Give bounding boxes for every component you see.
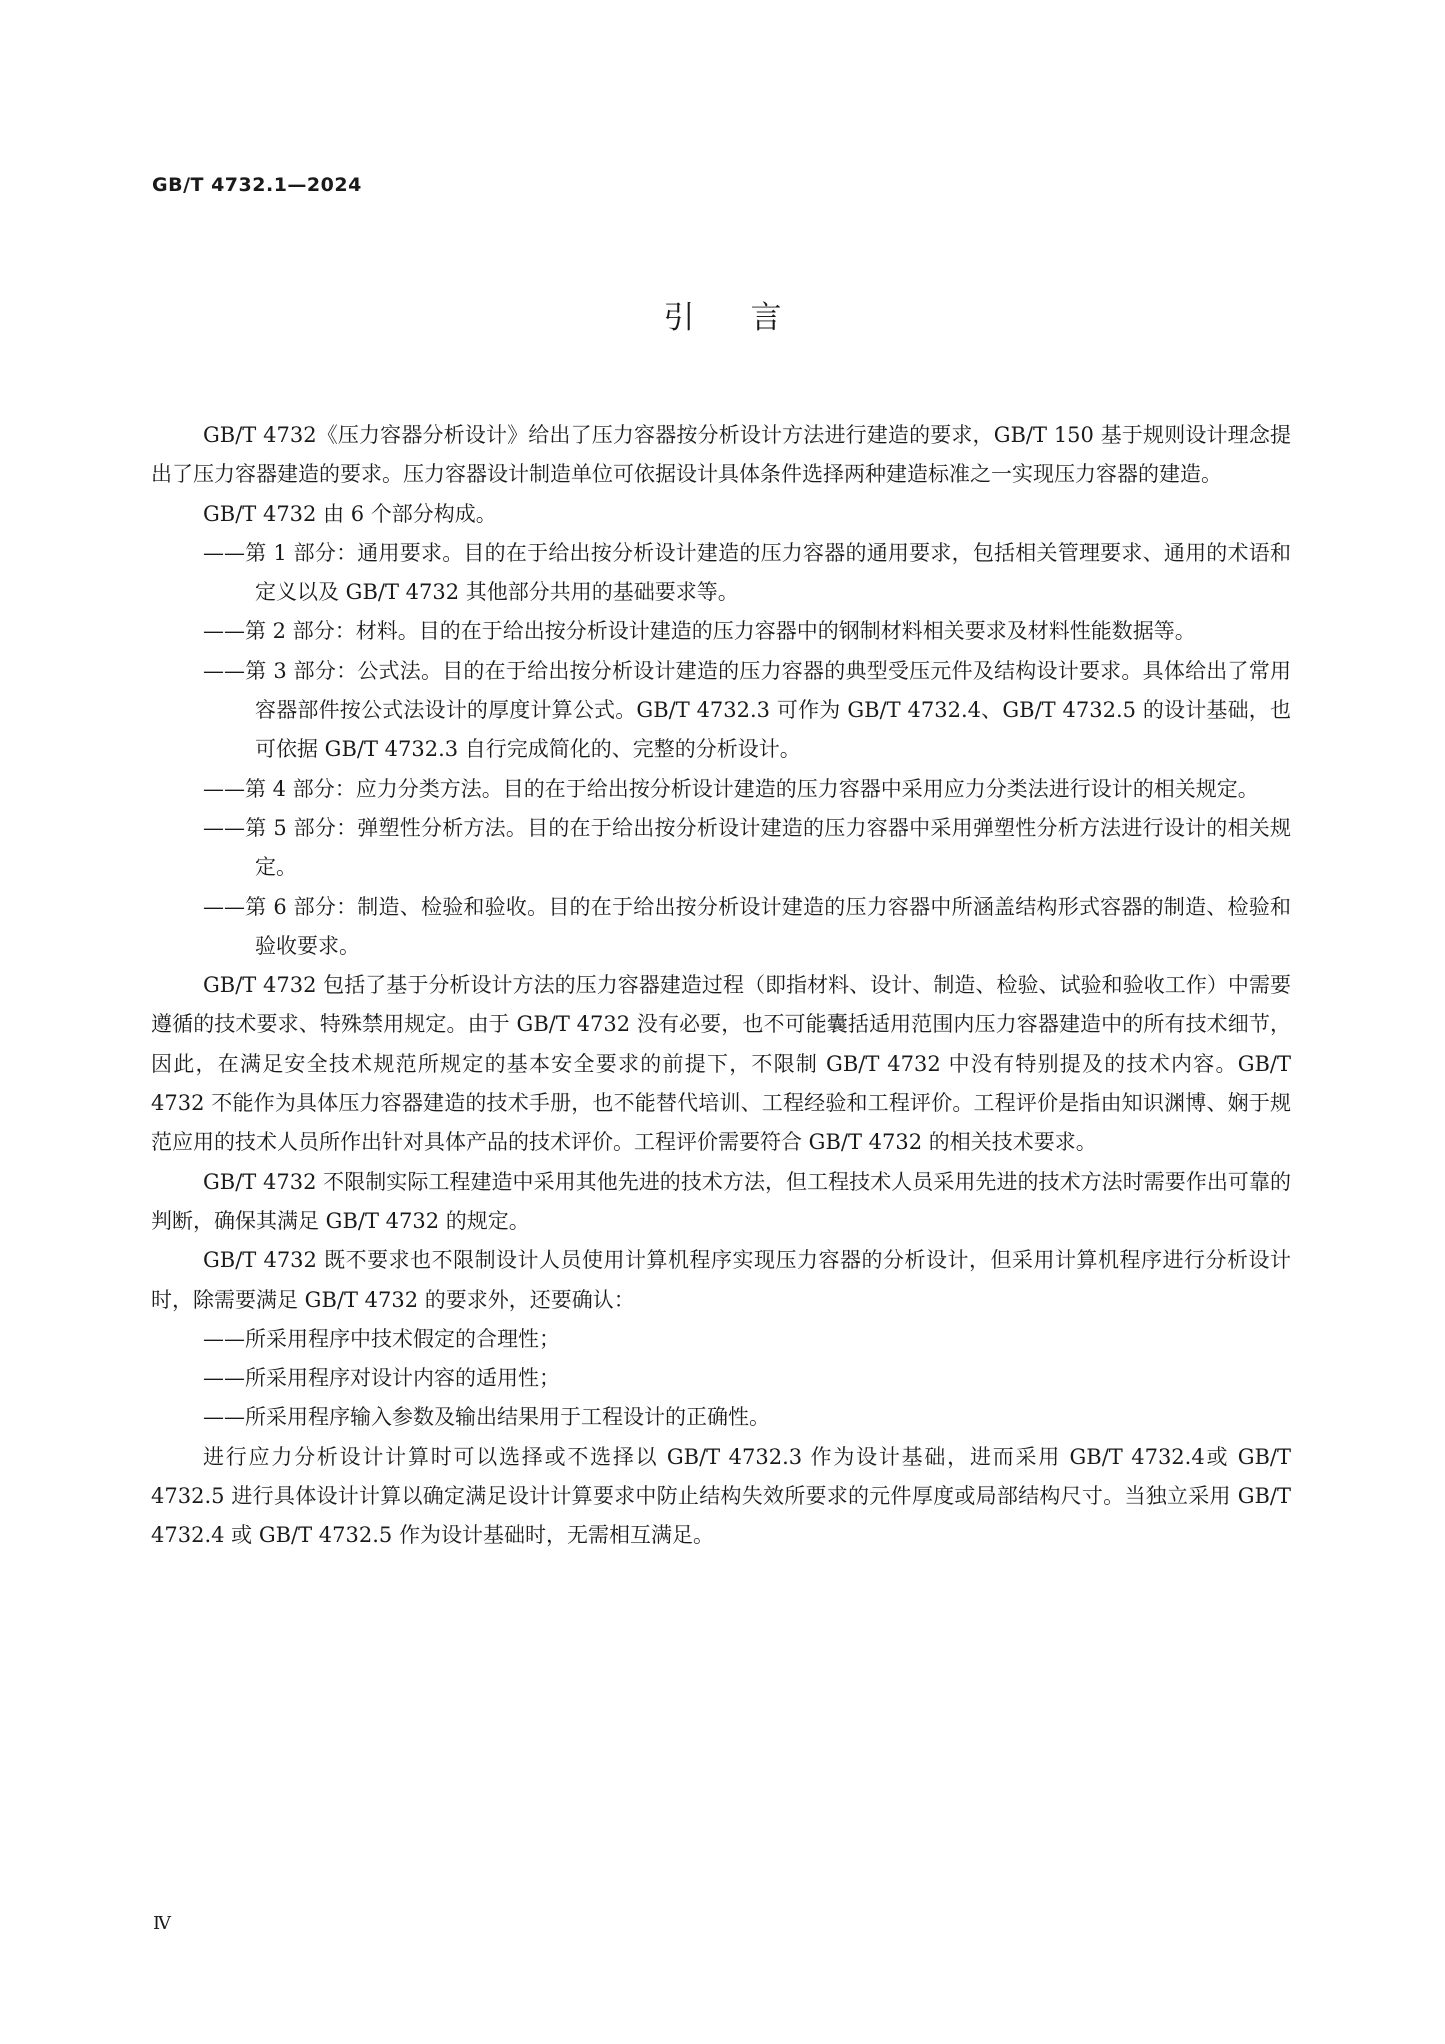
list-item-confirm-1: ——所采用程序中技术假定的合理性； — [203, 1326, 560, 1351]
list-item-part-6: ——第 6 部分：制造、检验和验收。目的在于给出按分析设计建造的压力容器中所涵盖结构形式容器的制造、检验和验收要求。 — [203, 894, 1291, 958]
paragraph-design-basis: 进行应力分析设计计算时可以选择或不选择以 GB/T 4732.3 作为设计基础，进而采用 GB/T 4732.4或 GB/T 4732.5 进行具体设计计算以确定满足设计计算要求中防止结构失效所要求的元件厚度或局部结构尺寸。当独立采用 GB/T 4732.4 或 GB/T 4732.5 作为设计基础时，无需相互满足。 — [151, 1444, 1291, 1548]
paragraph-parts-intro: GB/T 4732 由 6 个部分构成。 — [203, 501, 497, 526]
paragraph-advanced-methods: GB/T 4732 不限制实际工程建造中采用其他先进的技术方法，但工程技术人员采用先进的技术方法时需要作出可靠的判断，确保其满足 GB/T 4732 的规定。 — [151, 1169, 1291, 1233]
list-item-part-1: ——第 1 部分：通用要求。目的在于给出按分析设计建造的压力容器的通用要求，包括相关管理要求、通用的术语和定义以及 GB/T 4732 其他部分共用的基础要求等。 — [203, 540, 1291, 605]
section-title: 引言 — [663, 300, 838, 336]
standard-number: GB/T 4732.1—2024 — [152, 174, 362, 196]
list-item-part-2: ——第 2 部分：材料。目的在于给出按分析设计建造的压力容器中的钢制材料相关要求及材料性能数据等。 — [203, 619, 1196, 644]
page-number: Ⅳ — [153, 1913, 171, 1934]
paragraph-scope: GB/T 4732 包括了基于分析设计方法的压力容器建造过程（即指材料、设计、制造、检验、试验和验收工作）中需要遵循的技术要求、特殊禁用规定。由于 GB/T 4732 没有必要，也不可能囊括适用范围内压力容器建造中的所有技术细节，因此，在满足安全技术规范所规定的基本安全要求的前提下，不限制 GB/T 4732 中没有特别提及的技术内容。GB/T 4732 不能作为具体压力容器建造的技术手册，也不能替代培训、工程经验和工程评价。工程评价是指由知识渊博、娴于规范应用的技术人员所作出针对具体产品的技术评价。工程评价需要符合 GB/T 4732 的相关技术要求。 — [151, 973, 1291, 1155]
list-item-confirm-2: ——所采用程序对设计内容的适用性； — [203, 1366, 560, 1391]
list-item-part-4: ——第 4 部分：应力分类方法。目的在于给出按分析设计建造的压力容器中采用应力分类法进行设计的相关规定。 — [203, 776, 1259, 801]
paragraph-computer-programs: GB/T 4732 既不要求也不限制设计人员使用计算机程序实现压力容器的分析设计，但采用计算机程序进行分析设计时，除需要满足 GB/T 4732 的要求外，还要确认： — [151, 1248, 1291, 1312]
list-item-part-5: ——第 5 部分：弹塑性分析方法。目的在于给出按分析设计建造的压力容器中采用弹塑性分析方法进行设计的相关规定。 — [203, 815, 1291, 880]
paragraph-overview: GB/T 4732《压力容器分析设计》给出了压力容器按分析设计方法进行建造的要求，GB/T 150 基于规则设计理念提出了压力容器建造的要求。压力容器设计制造单位可依据设计具体条件选择两种建造标准之一实现压力容器的建造。 — [151, 423, 1291, 487]
list-item-part-3: ——第 3 部分：公式法。目的在于给出按分析设计建造的压力容器的典型受压元件及结构设计要求。具体给出了常用容器部件按公式法设计的厚度计算公式。GB/T 4732.3 可作为 GB/T 4732.4、GB/T 4732.5 的设计基础，也可依据 GB/T 4732.3 自行完成简化的、完整的分析设计。 — [203, 658, 1291, 762]
list-item-confirm-3: ——所采用程序输入参数及输出结果用于工程设计的正确性。 — [203, 1405, 770, 1430]
introduction-body — [151, 416, 1291, 1556]
